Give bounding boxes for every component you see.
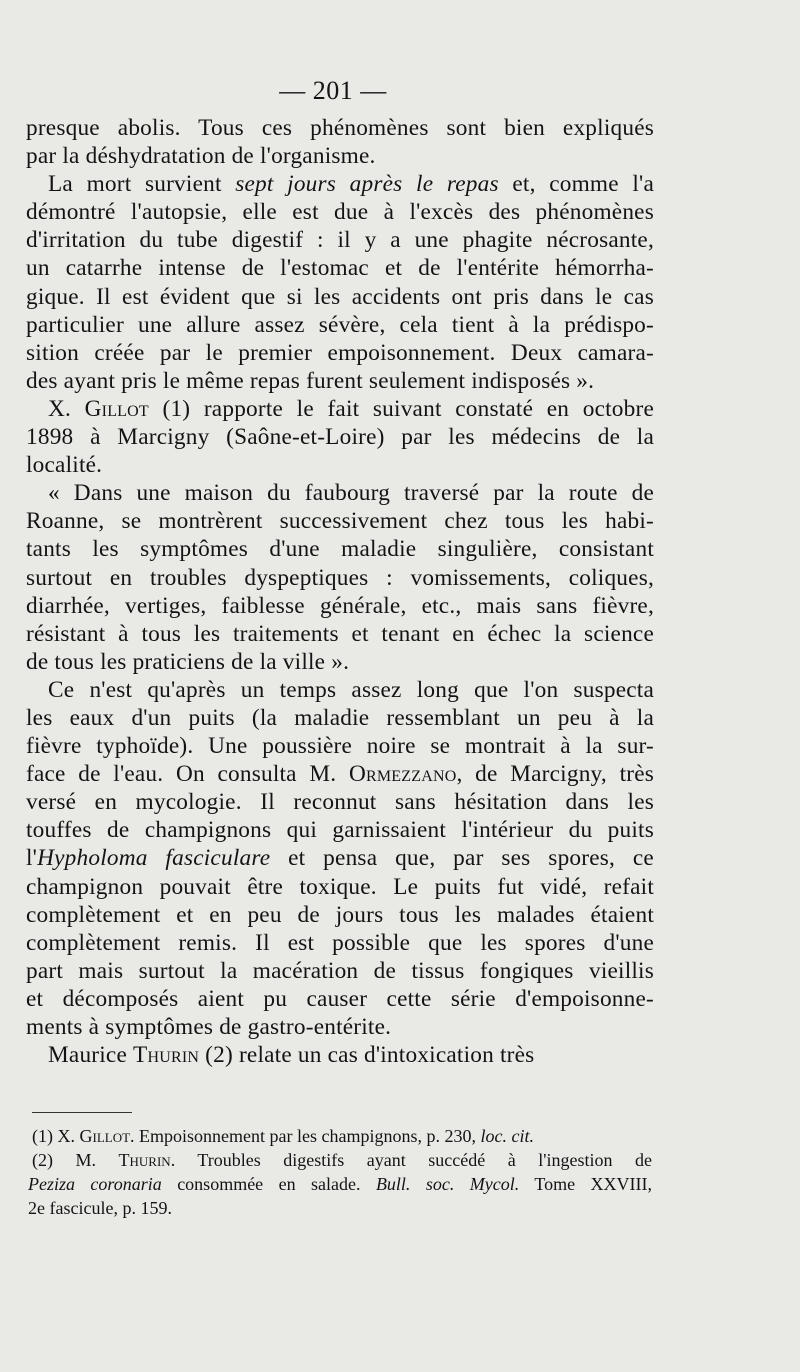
text-span: 2e fascicule, p. 159. (28, 1198, 172, 1218)
text-span: fièvre typhoïde). Une poussière noire se montrait à la sur- (26, 733, 654, 760)
text-span: surtout en troubles dyspeptiques : vomissements, coliques, (26, 564, 654, 591)
body-line (26, 592, 654, 620)
author-name: Gillot (84, 395, 149, 422)
text-span: résistant à tous les traitements et tenant en échec la science (26, 620, 654, 647)
body-line (26, 283, 654, 311)
body-line (26, 1041, 654, 1069)
body-line (26, 816, 654, 844)
text-span: champignon pouvait être toxique. Le puits fut vidé, refait (26, 873, 654, 900)
text-span: La mort survient (48, 171, 236, 198)
body-line (26, 564, 654, 592)
body-line (26, 507, 654, 535)
text-span: localité. (26, 452, 103, 479)
body-line (26, 676, 654, 704)
text-span: complètement remis. Il est possible que les spores d'une (26, 929, 654, 956)
body-line (26, 114, 654, 142)
footnotes (28, 1124, 652, 1220)
text-span: (2) relate un cas d'intoxication très (199, 1042, 535, 1069)
text-span: et, comme l'a (498, 171, 654, 198)
text-span: démontré l'autopsie, elle est due à l'excès des phénomènes (26, 199, 654, 226)
text-span: presque abolis. Tous ces phénomènes sont bien expliqués (26, 115, 654, 141)
body-text (26, 114, 654, 1069)
body-line (26, 226, 654, 254)
body-line (26, 957, 654, 985)
body-line (26, 395, 654, 423)
text-span: « Dans une maison du faubourg traversé par la route de (48, 480, 654, 507)
body-line (26, 367, 654, 395)
text-span: l' (26, 845, 38, 872)
body-line (26, 929, 654, 957)
text-span: complètement et en peu de jours tous les malades étaient (26, 901, 654, 928)
text-span: (2) M. (32, 1150, 119, 1170)
text-span: gique. Il est évident que si les accidents ont pris dans le cas (26, 283, 654, 310)
text-span: part mais surtout la macération de tissus fongiques vieillis (26, 957, 654, 984)
text-span: ments à symptômes de gastro-entérite. (26, 1014, 392, 1040)
italic-span: loc. cit. (480, 1126, 534, 1146)
footnotes-line (28, 1148, 652, 1172)
body-line (26, 620, 654, 648)
page-number: — 201 — (279, 76, 387, 105)
text-span: de tous les praticiens de la ville ». (26, 648, 350, 675)
text-span: tants les symptômes d'une maladie singulière, consistant (26, 536, 654, 563)
footnotes-line (28, 1196, 652, 1220)
italic-span: Peziza coronaria (28, 1174, 162, 1194)
body-line (26, 873, 654, 901)
text-span: (1) rapporte le fait suivant constaté en octobre (148, 395, 654, 422)
text-span: . Empoisonnement par les champignons, p. 230, (130, 1126, 481, 1146)
text-span: des ayant pris le même repas furent seulement indisposés ». (26, 367, 595, 394)
body-line (26, 339, 654, 367)
text-span: 1898 à Marcigny (Saône-et-Loire) par les médecins de la (26, 424, 654, 451)
text-span: un catarrhe intense de l'estomac et de l'entérite hémorrha- (26, 255, 654, 282)
text-span: Ce n'est qu'après un temps assez long que l'on suspecta (48, 676, 654, 703)
text-span: Tome XXVIII, (519, 1174, 653, 1194)
text-span: et décomposés aient pu causer cette série d'empoisonne- (26, 985, 654, 1012)
author-name: Thurin (118, 1150, 171, 1170)
italic-span: Hypholoma fasciculare (37, 845, 271, 872)
body-line (26, 985, 654, 1013)
text-span: par la déshydratation de l'organisme. (26, 143, 376, 170)
footnote-divider (32, 1112, 132, 1113)
text-span: Maurice (48, 1042, 134, 1069)
text-span: consommée en salade. (161, 1174, 376, 1194)
body-line (26, 254, 654, 282)
body-line (26, 788, 654, 816)
body-line (26, 479, 654, 507)
body-line (26, 844, 654, 872)
body-line (26, 732, 654, 760)
italic-span: Bull. soc. Mycol. (375, 1174, 520, 1194)
author-name: Gillot (79, 1126, 131, 1146)
author-name: Ormezzano (348, 761, 457, 788)
body-line (26, 423, 654, 451)
text-span: particulier une allure assez sévère, cela tient à la prédispo- (26, 311, 654, 338)
body-line (26, 704, 654, 732)
text-span: . Troubles digestifs ayant succédé à l'ingestion de (170, 1150, 652, 1170)
body-line (26, 648, 654, 676)
text-span: les eaux d'un puits (la maladie ressemblant un peu à la (26, 704, 654, 731)
body-line (26, 311, 654, 339)
body-line (26, 451, 654, 479)
text-span: versé en mycologie. Il reconnut sans hésitation dans les (26, 789, 654, 816)
italic-span: sept jours après le repas (235, 171, 499, 198)
body-line (26, 142, 654, 170)
text-span: d'irritation du tube digestif : il y a une phagite nécrosante, (26, 227, 654, 254)
text-span: Roanne, se montrèrent successivement chez tous les habi- (26, 508, 654, 535)
body-line (26, 170, 654, 198)
body-line (26, 901, 654, 929)
body-line (26, 535, 654, 563)
text-span: (1) X. (32, 1126, 80, 1146)
body-line (26, 198, 654, 226)
text-span: diarrhée, vertiges, faiblesse générale, etc., mais sans fièvre, (26, 592, 654, 619)
footnotes-line (28, 1172, 652, 1196)
text-span: , de Marcigny, très (456, 761, 655, 788)
body-line (26, 760, 654, 788)
author-name: Thurin (133, 1042, 200, 1069)
footnotes-line (28, 1124, 652, 1148)
text-span: et pensa que, par ses spores, ce (270, 845, 654, 872)
text-span: touffes de champignons qui garnissaient l'intérieur du puits (26, 817, 654, 844)
text-span: sition créée par le premier empoisonnement. Deux camara- (26, 339, 654, 366)
text-span: face de l'eau. On consulta M. (26, 761, 349, 788)
text-span: X. (48, 395, 85, 422)
body-line (26, 1013, 654, 1041)
